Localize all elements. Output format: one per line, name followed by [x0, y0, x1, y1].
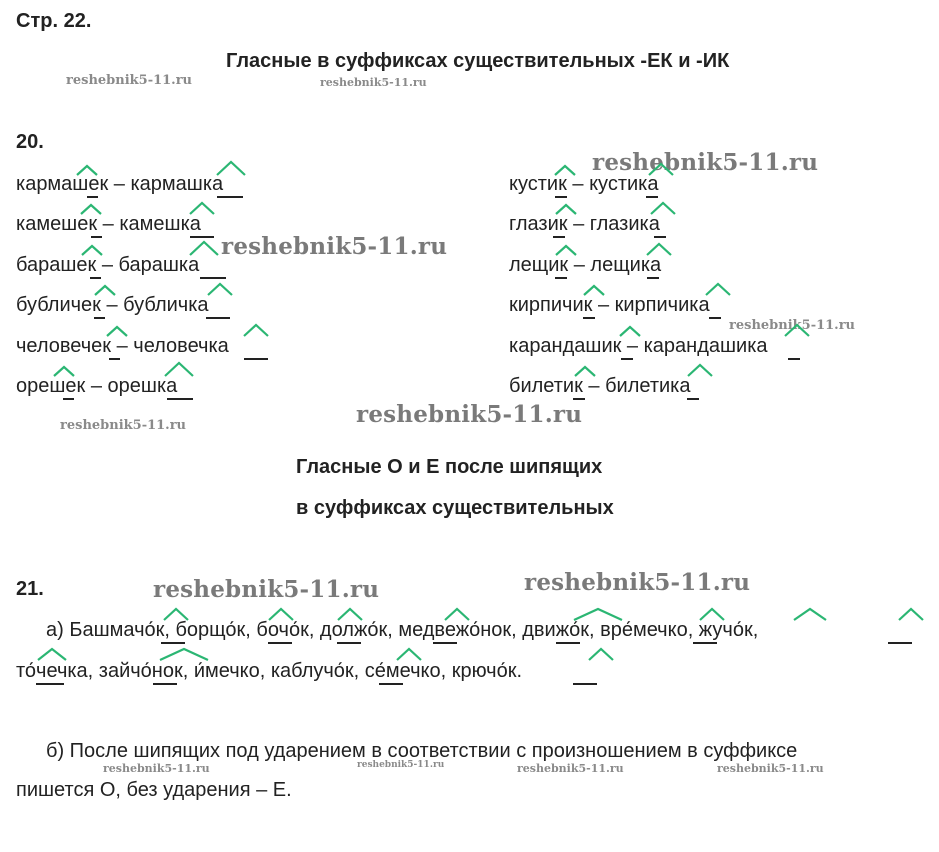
suffix-arc-icon — [244, 325, 268, 336]
suffix-arc-icon — [555, 166, 575, 175]
suffix-arc-icon — [160, 649, 208, 660]
suffix-arc-icon — [165, 363, 193, 376]
word-pair: барашек – барашка — [16, 254, 200, 276]
watermark: reshebnik5-11.ru — [357, 760, 445, 770]
watermark: reshebnik5-11.ru — [153, 576, 380, 603]
word-pair: карандашик – карандашика — [509, 335, 768, 357]
watermark: reshebnik5-11.ru — [717, 762, 824, 775]
watermark: reshebnik5-11.ru — [356, 401, 583, 428]
word-pair: бубличек – бубличка — [16, 294, 209, 316]
task-20-number: 20. — [16, 131, 44, 153]
suffix-arc-icon — [107, 327, 127, 336]
suffix-arc-icon — [556, 205, 576, 214]
answer-b-line2: пишется О, без ударения – Е. — [16, 779, 292, 801]
suffix-arc-icon — [38, 649, 66, 660]
suffix-arc-icon — [584, 286, 604, 295]
suffix-arc-icon — [700, 609, 724, 620]
suffix-arc-icon — [338, 609, 362, 620]
suffix-arc-icon — [785, 325, 809, 336]
watermark: reshebnik5-11.ru — [524, 569, 751, 596]
watermark: reshebnik5-11.ru — [60, 418, 187, 433]
task-21-number: 21. — [16, 578, 44, 600]
suffix-arc-icon — [445, 609, 469, 620]
section-title-suffixes-ek-ik: Гласные в суффиксах существительных -ЕК и -ИК — [226, 50, 730, 72]
suffix-arc-icon — [575, 367, 595, 376]
word-pair: орешек – орешка — [16, 375, 178, 397]
watermark: reshebnik5-11.ru — [517, 762, 624, 775]
section-title-line2: в суффиксах существительных — [296, 497, 614, 519]
suffix-arc-icon — [190, 203, 214, 214]
watermark: reshebnik5-11.ru — [592, 149, 819, 176]
watermark: reshebnik5-11.ru — [320, 76, 427, 89]
suffix-arc-icon — [95, 286, 115, 295]
word-pair: камешек – камешка — [16, 213, 201, 235]
word-pair: кирпичик – кирпичика — [509, 294, 710, 316]
word-pair: глазик – глазика — [509, 213, 660, 235]
section-title-line1: Гласные О и Е после шипящих — [296, 456, 603, 478]
watermark: reshebnik5-11.ru — [729, 318, 856, 333]
answer-a-line2: то́чечка, зайчо́нок, и́мечко, каблучо́к, се́мечко, крючо́к. — [16, 660, 523, 682]
word-pair: кармашек – кармашка — [16, 173, 224, 195]
suffix-arc-icon — [794, 609, 826, 620]
suffix-arc-icon — [899, 609, 923, 620]
suffix-arc-icon — [574, 609, 622, 620]
suffix-arc-icon — [589, 649, 613, 660]
suffix-arc-icon — [269, 609, 293, 620]
suffix-arc-icon — [217, 162, 245, 175]
word-pair: кустик – кустика — [509, 173, 659, 195]
watermark: reshebnik5-11.ru — [221, 233, 448, 260]
answer-b-line1: б) После шипящих под ударением в соответствии с произношением в суффиксе — [46, 740, 798, 762]
suffix-arc-icon — [77, 166, 97, 175]
page-number: Стр. 22. — [16, 10, 92, 32]
suffix-arc-icon — [556, 246, 576, 255]
watermark: reshebnik5-11.ru — [66, 73, 193, 88]
suffix-arc-icon — [649, 164, 673, 175]
suffix-arc-icon — [81, 205, 101, 214]
word-pair: лещик – лещика — [509, 254, 662, 276]
answer-a-line1: а) Башмачо́к, борщо́к, бочо́к, должо́к, медвежо́нок, движо́к, вре́мечко, жучо́к, — [46, 619, 759, 641]
suffix-arc-icon — [647, 244, 671, 255]
suffix-arc-icon — [397, 649, 421, 660]
suffix-arc-icon — [620, 327, 640, 336]
word-pair: человечек – человечка — [16, 335, 229, 357]
suffix-arc-icon — [651, 203, 675, 214]
suffix-arc-icon — [54, 367, 74, 376]
suffix-arc-icon — [688, 365, 712, 376]
suffix-arc-icon — [82, 246, 102, 255]
suffix-arc-icon — [208, 284, 232, 295]
word-pair: билетик – билетика — [509, 375, 691, 397]
watermark: reshebnik5-11.ru — [103, 762, 210, 775]
suffix-arc-icon — [164, 609, 188, 620]
suffix-arc-icon — [190, 242, 218, 255]
suffix-arc-icon — [706, 284, 730, 295]
